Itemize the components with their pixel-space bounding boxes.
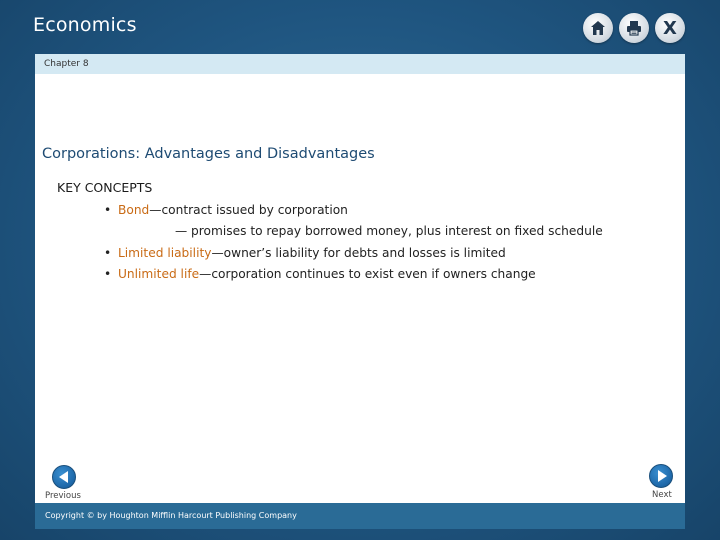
bullet-marker: • bbox=[104, 267, 112, 281]
close-button[interactable] bbox=[655, 13, 685, 43]
term-limited-liability: Limited liability bbox=[118, 246, 212, 260]
bullet-marker: • bbox=[104, 246, 112, 260]
top-toolbar bbox=[583, 13, 685, 43]
home-icon bbox=[589, 19, 607, 37]
bullet-text: —corporation continues to exist even if owners change bbox=[199, 267, 536, 281]
previous-label[interactable]: Previous bbox=[45, 491, 81, 501]
bullet-marker: • bbox=[104, 203, 112, 217]
term-bond: Bond bbox=[118, 203, 150, 217]
chapter-bar bbox=[35, 54, 685, 74]
print-button[interactable] bbox=[619, 13, 649, 43]
next-label[interactable]: Next bbox=[652, 490, 672, 500]
home-button[interactable] bbox=[583, 13, 613, 43]
bullet-continuation bbox=[175, 224, 603, 238]
bullet-item bbox=[104, 203, 348, 217]
print-icon bbox=[625, 19, 643, 37]
slide-panel bbox=[35, 54, 685, 505]
app-title: Economics bbox=[33, 14, 137, 36]
slide-title: Corporations: Advantages and Disadvantages bbox=[42, 146, 375, 162]
next-button[interactable] bbox=[649, 464, 673, 488]
bullet-item bbox=[104, 267, 536, 281]
previous-button[interactable] bbox=[52, 465, 76, 489]
bullet-item bbox=[104, 246, 506, 260]
close-icon: X bbox=[663, 17, 677, 39]
term-unlimited-life: Unlimited life bbox=[118, 267, 200, 281]
arrow-left-icon bbox=[59, 471, 68, 483]
concepts-heading: KEY CONCEPTS bbox=[57, 180, 153, 195]
footer-bar bbox=[35, 503, 685, 529]
arrow-right-icon bbox=[658, 470, 667, 482]
bullet-text: — promises to repay borrowed money, plus interest on fixed schedule bbox=[175, 224, 603, 238]
chapter-label: Chapter 8 bbox=[44, 59, 89, 69]
copyright-text: Copyright © by Houghton Mifflin Harcourt Publishing Company bbox=[45, 511, 297, 520]
bullet-text: —owner’s liability for debts and losses is limited bbox=[211, 246, 506, 260]
bullet-text: —contract issued by corporation bbox=[149, 203, 348, 217]
